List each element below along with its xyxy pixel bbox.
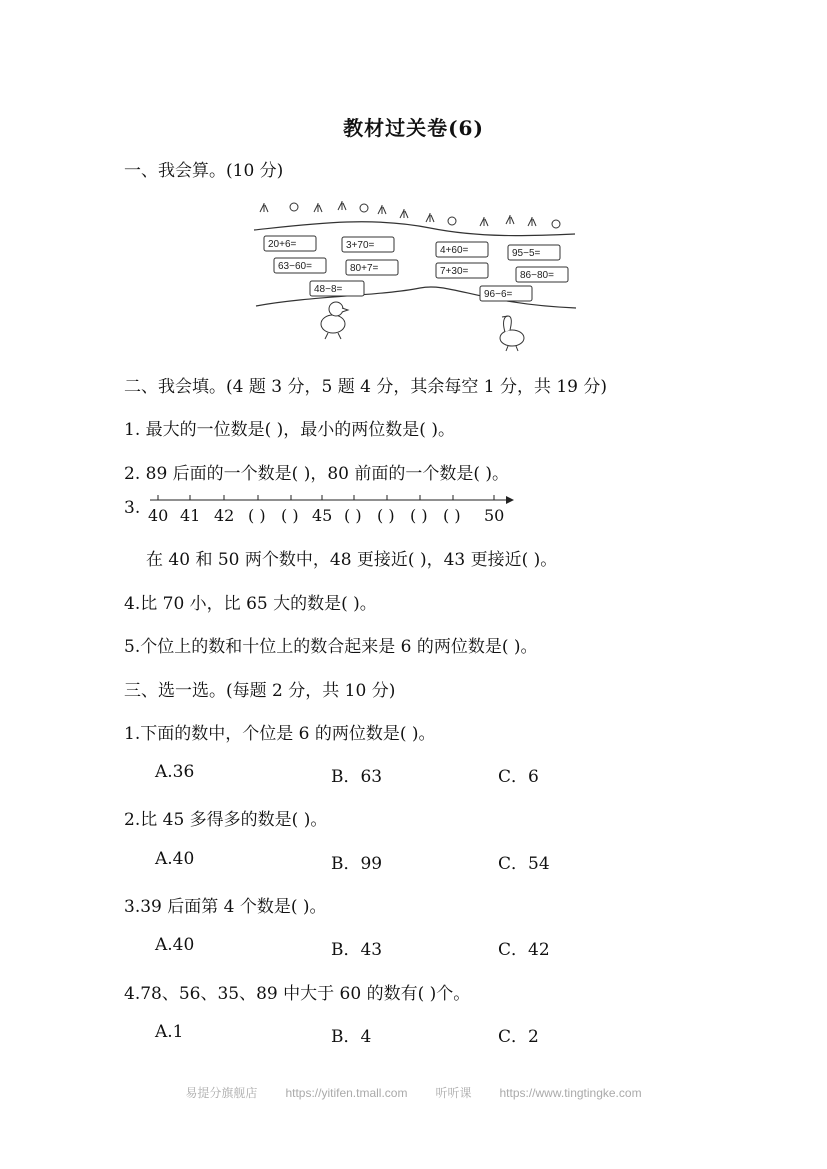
choice-4-option-b: B．4: [331, 1027, 372, 1047]
footer-right-name: 听听课: [435, 1086, 472, 1100]
number-line-label: ( ): [344, 506, 362, 525]
problem-text: 80+7=: [350, 263, 379, 274]
choice-question-2: 2.比 45 多得多的数是( )。: [124, 810, 328, 830]
footer-left-name: 易提分旗舰店: [185, 1086, 258, 1100]
number-line-label: ( ): [443, 506, 461, 525]
problem-text: 20+6=: [268, 239, 297, 250]
number-line-label: 50: [484, 506, 505, 525]
section1-heading: 一、我会算。(10 分): [124, 161, 284, 181]
choice-2-option-c: C．54: [498, 854, 550, 874]
calculation-illustration: [250, 196, 580, 352]
number-line-label: ( ): [281, 506, 299, 525]
duck-left-icon: [321, 302, 348, 339]
footer-right-url[interactable]: https://www.tingtingke.com: [499, 1086, 642, 1100]
number-line: [146, 492, 516, 528]
number-line-label: ( ): [377, 506, 395, 525]
fill-question-5: 5.个位上的数和十位上的数合起来是 6 的两位数是( )。: [124, 637, 538, 657]
number-line-label: ( ): [410, 506, 428, 525]
section2-heading: 二、我会填。(4 题 3 分，5 题 4 分，其余每空 1 分，共 19 分): [124, 377, 608, 397]
fill-question-3-number: 3.: [124, 498, 141, 518]
choice-1-option-c: C．6: [498, 767, 539, 787]
section3-heading: 三、选一选。(每题 2 分，共 10 分): [124, 681, 396, 701]
duck-right-icon: [500, 316, 524, 351]
problem-text: 4+60=: [440, 245, 469, 256]
choice-question-4: 4.78、56、35、89 中大于 60 的数有( )个。: [124, 984, 471, 1004]
problem-text: 86−80=: [520, 270, 554, 281]
fill-question-3-text: 在 40 和 50 两个数中，48 更接近( )，43 更接近( )。: [146, 550, 558, 570]
choice-4-option-c: C．2: [498, 1027, 539, 1047]
fill-question-4: 4.比 70 小，比 65 大的数是( )。: [124, 594, 377, 614]
problem-text: 95−5=: [512, 248, 541, 259]
problem-text: 96−6=: [484, 289, 513, 300]
choice-3-option-b: B．43: [331, 940, 383, 960]
number-line-label: 41: [180, 506, 201, 525]
choice-1-option-a: A.36: [155, 762, 195, 782]
choice-3-option-c: C．42: [498, 940, 550, 960]
choice-1-option-b: B．63: [331, 767, 383, 787]
problem-text: 3+70=: [346, 240, 375, 251]
problem-text: 48−8=: [314, 284, 343, 295]
choice-4-option-a: A.1: [155, 1022, 184, 1042]
problem-boxes: [264, 236, 568, 301]
number-line-label: 42: [214, 506, 235, 525]
number-line-label: ( ): [248, 506, 266, 525]
footer-left-url[interactable]: https://yitifen.tmall.com: [285, 1086, 408, 1100]
problem-text: 63−60=: [278, 261, 312, 272]
fill-question-1: 1. 最大的一位数是( )，最小的两位数是( )。: [124, 420, 455, 440]
grass-flowers-decoration: [260, 201, 560, 228]
choice-3-option-a: A.40: [155, 935, 195, 955]
choice-2-option-a: A.40: [155, 849, 195, 869]
footer: [0, 1084, 827, 1101]
choice-question-1: 1.下面的数中，个位是 6 的两位数是( )。: [124, 724, 436, 744]
problem-text: 7+30=: [440, 266, 469, 277]
number-line-label: 45: [312, 506, 333, 525]
choice-2-option-b: B．99: [331, 854, 383, 874]
choice-question-3: 3.39 后面第 4 个数是( )。: [124, 897, 327, 917]
fill-question-2: 2. 89 后面的一个数是( )，80 前面的一个数是( )。: [124, 464, 510, 484]
page-title: 教材过关卷(6): [343, 116, 484, 140]
number-line-label: 40: [148, 506, 169, 525]
